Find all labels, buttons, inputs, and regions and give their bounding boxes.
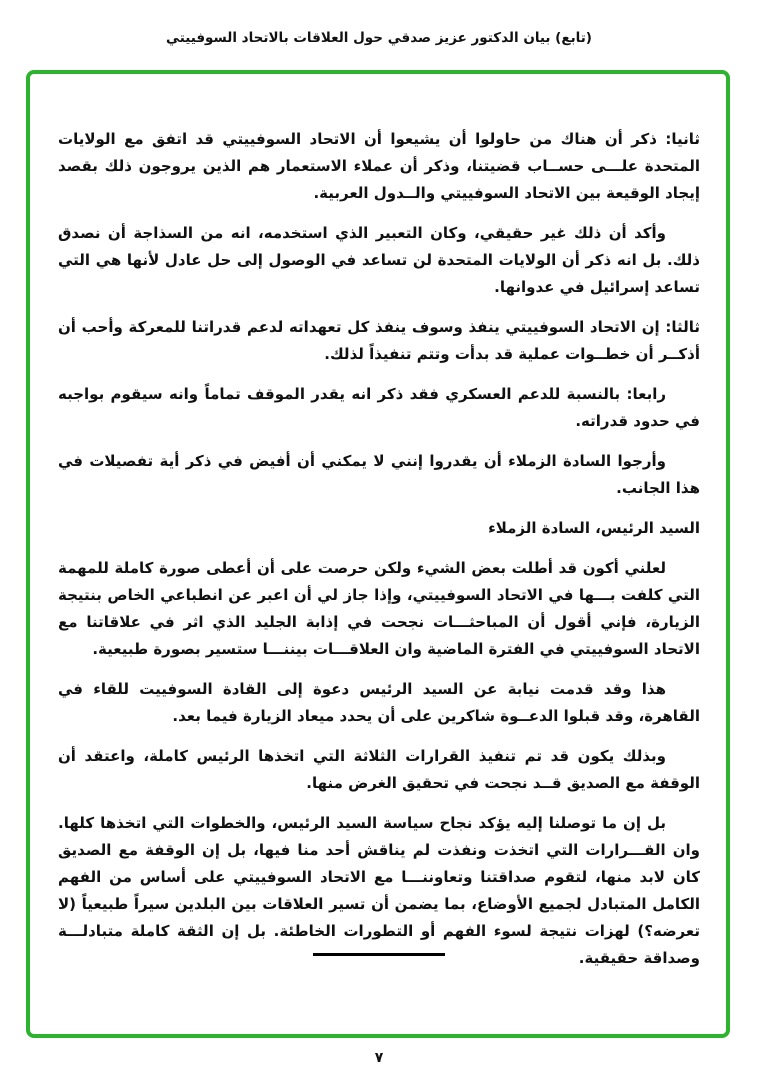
paragraph-conclusion: بل إن ما توصلنا إليه يؤكد نجاح سياسة السيد الرئيس، والخطوات التي اتخذها كلها. وان القـــرارات التي اتخذت ونفذت لم يناقش أحد منا فيها، بل إن الوقفة مع الصديق كان لابد منها، لتقوم صداقتنا وتعاوننـــا مع الاتحاد السوفييتي على أساس من الفهم الكامل المتبادل لجميع الأوضاع، بما يضمن أن تسير العلاقات بين البلدين سيراً طبيعياً (لا تعرضه؟) لهزات نتيجة لسوء الفهم أو التطورات الخاطئة. بل إن الثقة كاملة متبادلـــة وصداقة حقيقية. xyxy=(58,814,700,967)
paragraph-fourth-point: رابعا: بالنسبة للدعم العسكري فقد ذكر انه يقدر الموقف تماماً وانه سيقوم بواجبه في حدود قدراته. xyxy=(58,385,700,430)
paragraph-decisions-executed: وبذلك يكون قد تم تنفيذ القرارات الثلاثة التي اتخذها الرئيس كاملة، واعتقد أن الوقفة مع الصديق قــد نجحت في تحقيق الغرض منها. xyxy=(58,747,700,792)
paragraph-request-colleagues: وأرجوا السادة الزملاء أن يقدروا إنني لا يمكني أن أفيض في ذكر أية تفصيلات في هذا الجانب. xyxy=(58,452,700,497)
paragraph-mission-summary: لعلني أكون قد أطلت بعض الشيء ولكن حرصت على أن أعطى صورة كاملة للمهمة التي كلفت بـــها في الاتحاد السوفييتي، وإذا جاز لي أن اعبر عن انطباعي الخاص بنتيجة الزيارة، فإني أقول أن المباحثـــات نجحت في إذابة الجليد الذي اثر في علاقاتنا مع الاتحاد السوفييتي في الفترة الماضية وان العلاقـــات بيننـــا ستسير بصورة طبيعية. xyxy=(58,559,700,658)
document-body xyxy=(58,126,700,985)
paragraph-invitation: هذا وقد قدمت نيابة عن السيد الرئيس دعوة إلى القادة السوفييت للقاء في القاهرة، وقد قبلوا الدعــوة شاكرين على أن يحدد ميعاد الزيارة فيما بعد. xyxy=(58,680,700,725)
paragraph-salutation: السيد الرئيس، السادة الزملاء xyxy=(488,519,700,537)
page-number: ٧ xyxy=(374,1050,384,1066)
paragraph-third-point: ثالثا: إن الاتحاد السوفييتي ينفذ وسوف ينفذ كل تعهداته لدعم قدراتنا للمعركة وأحب أن أذكــر أن خطــوات عملية قد بدأت وتتم تنفيذاً لذلك. xyxy=(58,318,700,363)
paragraph-confirmation: وأكد أن ذلك غير حقيقي، وكان التعبير الذي استخدمه، انه من السذاجة أن نصدق ذلك. بل انه ذكر أن الولايات المتحدة لن تساعد في الوصول إلى حل عادل لأنها هي التي تساعد إسرائيل في عدوانها. xyxy=(58,224,700,296)
paragraph-second-point: ثانيا: ذكر أن هناك من حاولوا أن يشيعوا أن الاتحاد السوفييتي قد اتفق مع الولايات المتحدة علـــى حســاب قضيتنا، وذكر أن عملاء الاستعمار هم الذين يروجون ذلك بقصد إيجاد الوقيعة بين الاتحاد السوفييتي والــدول العربية. xyxy=(58,130,700,202)
end-separator-line xyxy=(313,953,445,956)
page-header-title: (تابع) بيان الدكتور عزيز صدقي حول العلاقات بالاتحاد السوفييتي xyxy=(166,30,592,46)
